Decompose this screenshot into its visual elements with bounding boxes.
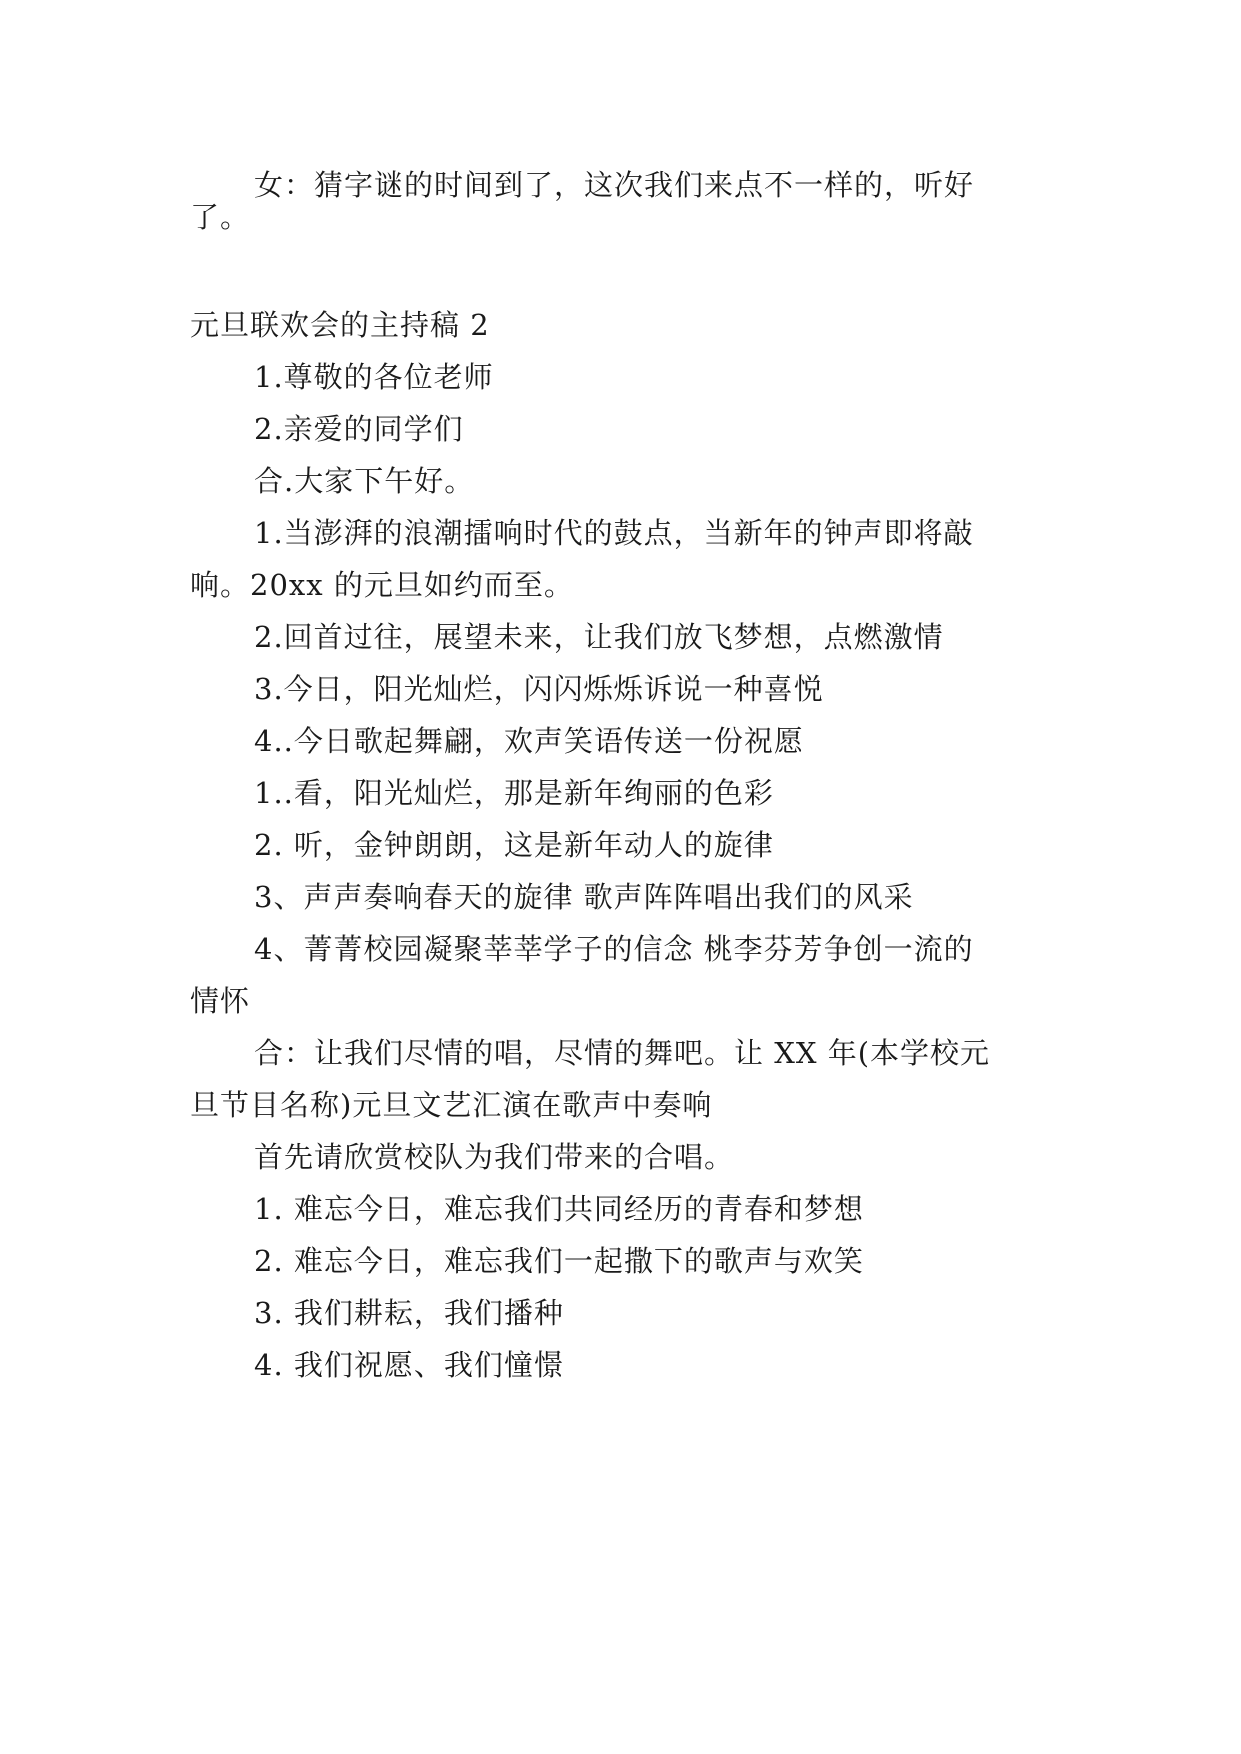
text-line: 旦节目名称)元旦文艺汇演在歌声中奏响 <box>190 1088 713 1122</box>
text-line: 3、声声奏响春天的旋律 歌声阵阵唱出我们的风采 <box>254 880 914 914</box>
text-line: 2.回首过往，展望未来，让我们放飞梦想，点燃激情 <box>254 620 944 654</box>
section-title: 元旦联欢会的主持稿 2 <box>190 308 490 342</box>
text-line: 1.尊敬的各位老师 <box>254 360 494 394</box>
document-page <box>190 0 1052 1754</box>
text-line: 1.当澎湃的浪潮擂响时代的鼓点，当新年的钟声即将敲 <box>254 516 974 550</box>
text-line: 首先请欣赏校队为我们带来的合唱。 <box>254 1140 735 1174</box>
text-line: 4..今日歌起舞翩，欢声笑语传送一份祝愿 <box>254 724 804 758</box>
text-line: 2. 难忘今日，难忘我们一起撒下的歌声与欢笑 <box>254 1244 864 1278</box>
text-line: 2. 听，金钟朗朗，这是新年动人的旋律 <box>254 828 774 862</box>
intro-line-1: 女：猜字谜的时间到了，这次我们来点不一样的，听好 <box>254 168 975 202</box>
text-line: 4、菁菁校园凝聚莘莘学子的信念 桃李芬芳争创一流的 <box>254 932 974 966</box>
text-line: 3.今日，阳光灿烂，闪闪烁烁诉说一种喜悦 <box>254 672 824 706</box>
text-line: 2.亲爱的同学们 <box>254 412 464 446</box>
intro-line-2: 了。 <box>190 200 251 234</box>
text-line: 合.大家下午好。 <box>254 464 475 498</box>
text-line: 情怀 <box>190 984 251 1018</box>
text-line: 合：让我们尽情的唱，尽情的舞吧。让 XX 年(本学校元 <box>254 1036 991 1070</box>
text-line: 4. 我们祝愿、我们憧憬 <box>254 1348 564 1382</box>
text-line: 1..看，阳光灿烂，那是新年绚丽的色彩 <box>254 776 774 810</box>
text-line: 1. 难忘今日，难忘我们共同经历的青春和梦想 <box>254 1192 864 1226</box>
text-line: 3. 我们耕耘，我们播种 <box>254 1296 564 1330</box>
text-line: 响。20xx 的元旦如约而至。 <box>190 568 574 602</box>
